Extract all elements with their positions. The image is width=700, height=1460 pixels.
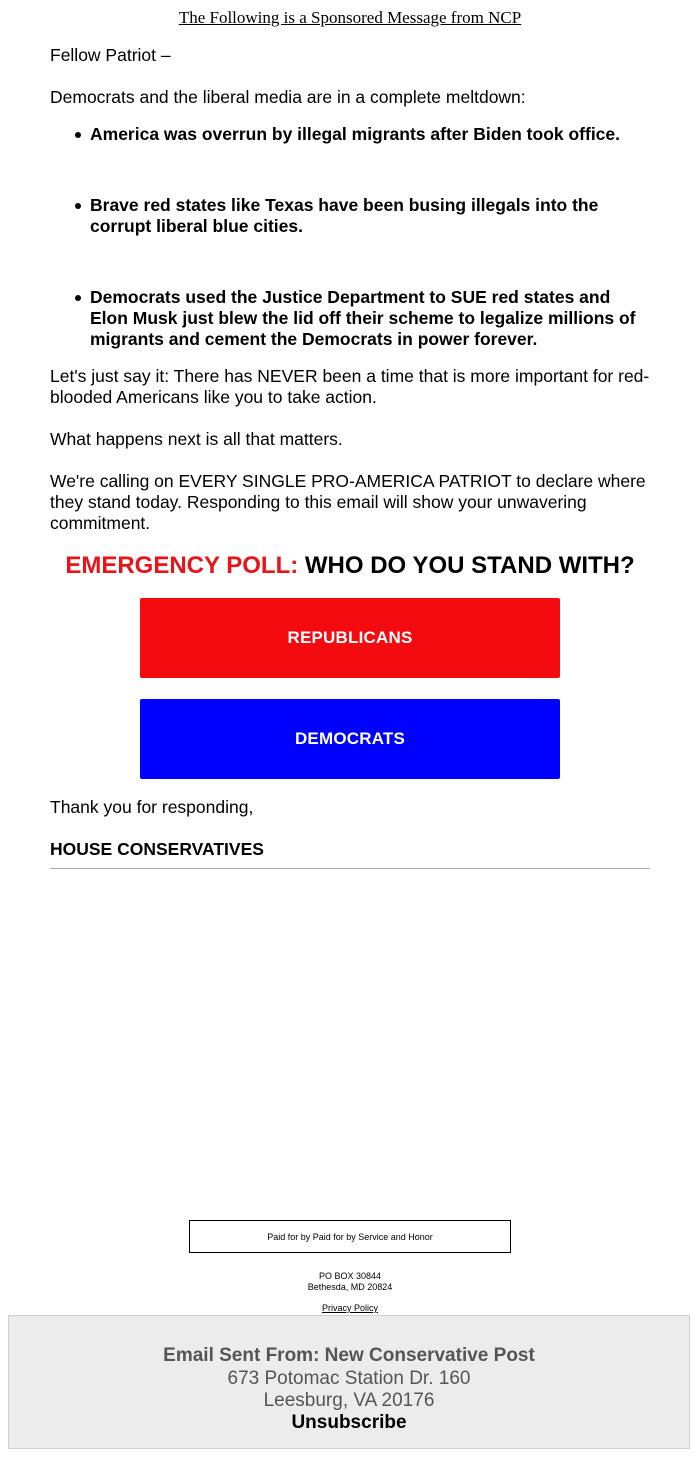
footer-sender: Email Sent From: New Conservative Post [163, 1345, 535, 1366]
signature: HOUSE CONSERVATIVES [50, 839, 264, 859]
body-paragraph: Let's just say it: There has NEVER been a time that is more important for red-blooded Americans like you to take action. [50, 366, 650, 407]
mailing-address [0, 1271, 700, 1293]
privacy-container [0, 1303, 700, 1314]
bullet-item: Brave red states like Texas have been busing illegals into the corrupt liberal blue cities. [90, 195, 650, 237]
paid-for-disclaimer [189, 1220, 511, 1253]
poll-question: WHO DO YOU STAND WITH? [304, 552, 635, 579]
po-box: PO BOX 30844 [318, 1271, 382, 1281]
greeting: Fellow Patriot – [50, 45, 171, 65]
paid-for-text: Paid for by Paid for by Service and Honor [267, 1231, 433, 1242]
body-paragraph: We're calling on EVERY SINGLE PRO-AMERICA PATRIOT to declare where they stand today. Responding to this email will show your unwavering commitment. [50, 471, 646, 533]
poll-heading [0, 552, 700, 580]
footer-street: 673 Potomac Station Dr. 160 [227, 1368, 471, 1389]
intro-paragraph: Democrats and the liberal media are in a complete meltdown: [50, 87, 526, 107]
poll-label: EMERGENCY POLL: [65, 552, 299, 579]
bullet-item: America was overrun by illegal migrants after Biden took office. [90, 124, 650, 145]
divider [50, 868, 650, 869]
republicans-button[interactable]: REPUBLICANS [140, 598, 560, 678]
closing-text: Thank you for responding, [50, 797, 254, 817]
mailing-city: Bethesda, MD 20824 [307, 1282, 393, 1292]
footer-city: Leesburg, VA 20176 [263, 1390, 435, 1411]
unsubscribe-link[interactable]: Unsubscribe [291, 1412, 407, 1433]
footer-box [8, 1315, 690, 1449]
body-paragraph: What happens next is all that matters. [50, 429, 343, 449]
sponsored-message-link[interactable]: The Following is a Sponsored Message from NCP [178, 8, 522, 27]
privacy-policy-link[interactable]: Privacy Policy [321, 1303, 378, 1313]
democrats-button[interactable]: DEMOCRATS [140, 699, 560, 779]
bullet-item: Democrats used the Justice Department to SUE red states and Elon Musk just blew the lid off their scheme to legalize millions of migrants and cement the Democrats in power forever. [90, 287, 650, 350]
